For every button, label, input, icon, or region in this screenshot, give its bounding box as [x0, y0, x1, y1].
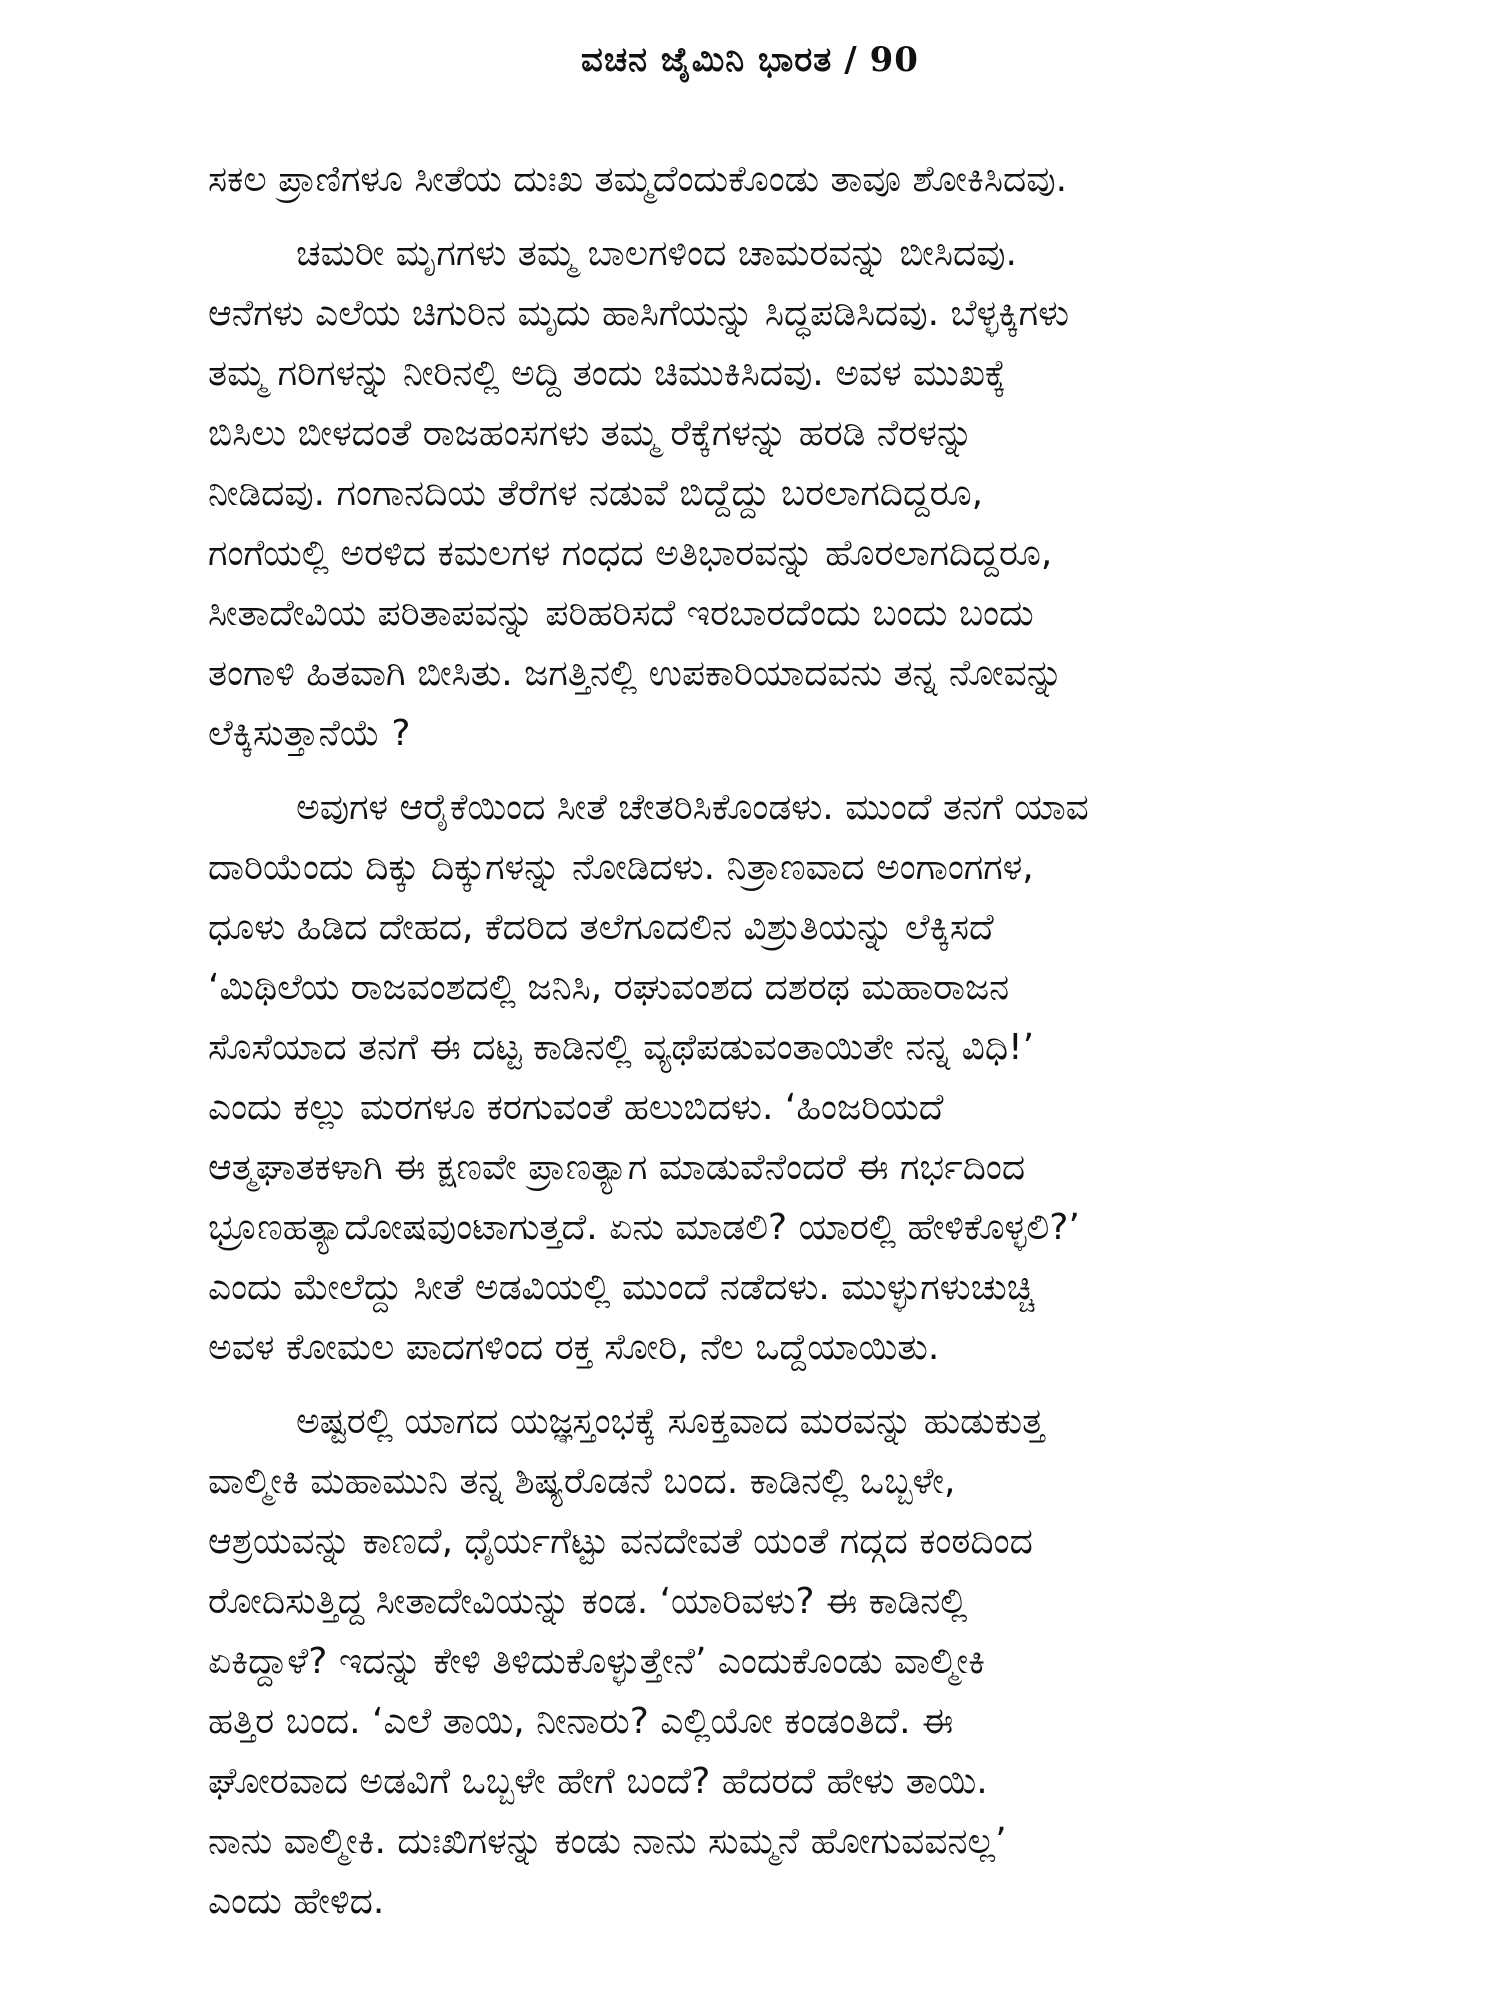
text-line: ಅವುಗಳ ಆರೈಕೆಯಿಂದ ಸೀತೆ ಚೇತರಿಸಿಕೊಂಡಳು. ಮುಂದೆ ತನಗೆ ಯಾವ [296, 787, 1089, 828]
paragraph [208, 224, 1328, 764]
text-line: ಚಮರೀ ಮೃಗಗಳು ತಮ್ಮ ಬಾಲಗಳಿಂದ ಚಾಮರವನ್ನು ಬೀಸಿದವು. [296, 233, 1017, 274]
text-line: ಎಂದು ಮೇಲೆದ್ದು ಸೀತೆ ಅಡವಿಯಲ್ಲಿ ಮುಂದೆ ನಡೆದಳು. ಮುಳ್ಳುಗಳುಚುಚ್ಚಿ [208, 1267, 1035, 1308]
text-line: ಭ್ರೂಣಹತ್ಯಾದೋಷವುಂಟಾಗುತ್ತದೆ. ಏನು ಮಾಡಲಿ? ಯಾರಲ್ಲಿ ಹೇಳಿಕೊಳ್ಳಲಿ?’ [208, 1207, 1080, 1248]
text-line: ನಾನು ವಾಲ್ಮೀಕಿ. ದುಃಖಿಗಳನ್ನು ಕಂಡು ನಾನು ಸುಮ್ಮನೆ ಹೋಗುವವನಲ್ಲ’ [208, 1821, 1007, 1862]
text-line: ಲೆಕ್ಕಿಸುತ್ತಾನೆಯೆ ? [208, 713, 411, 754]
text-line: ‘ಮಿಥಿಲೆಯ ರಾಜವಂಶದಲ್ಲಿ ಜನಿಸಿ, ರಘುವಂಶದ ದಶರಥ ಮಹಾರಾಜನ [208, 967, 1010, 1008]
text-line: ಬಿಸಿಲು ಬೀಳದಂತೆ ರಾಜಹಂಸಗಳು ತಮ್ಮ ರೆಕ್ಕೆಗಳನ್ನು ಹರಡಿ ನೆರಳನ್ನು [208, 413, 974, 454]
page-number: 90 [869, 40, 919, 80]
text-line: ಅಷ್ಟರಲ್ಲಿ ಯಾಗದ ಯಜ್ಞಸ್ತಂಭಕ್ಕೆ ಸೂಕ್ತವಾದ ಮರವನ್ನು ಹುಡುಕುತ್ತ [296, 1401, 1045, 1442]
text-line: ತಮ್ಮ ಗರಿಗಳನ್ನು ನೀರಿನಲ್ಲಿ ಅದ್ದಿ ತಂದು ಚಿಮುಕಿಸಿದವು. ಅವಳ ಮುಖಕ್ಕೆ [208, 353, 1006, 394]
header-separator: / [844, 40, 858, 80]
text-line: ಸೊಸೆಯಾದ ತನಗೆ ಈ ದಟ್ಟ ಕಾಡಿನಲ್ಲಿ ವ್ಯಥೆಪಡುವಂತಾಯಿತೇ ನನ್ನ ವಿಧಿ!’ [208, 1027, 1035, 1068]
text-line: ಆಶ್ರಯವನ್ನು ಕಾಣದೆ, ಧೈರ್ಯಗೆಟ್ಟು ವನದೇವತೆ ಯಂತೆ ಗದ್ಗದ ಕಂಠದಿಂದ [208, 1521, 1033, 1562]
text-line: ಹತ್ತಿರ ಬಂದ. ‘ಎಲೆ ತಾಯಿ, ನೀನಾರು? ಎಲ್ಲಿಯೋ ಕಂಡಂತಿದೆ. ಈ [208, 1701, 954, 1742]
text-line: ಎಂದು ಕಲ್ಲು ಮರಗಳೂ ಕರಗುವಂತೆ ಹಲುಬಿದಳು. ‘ಹಿಂಜರಿಯದೆ [208, 1087, 944, 1128]
text-line: ಘೋರವಾದ ಅಡವಿಗೆ ಒಬ್ಬಳೇ ಹೇಗೆ ಬಂದೆ? ಹೆದರದೆ ಹೇಳು ತಾಯಿ. [208, 1761, 988, 1802]
text-line: ಸಕಲ ಪ್ರಾಣಿಗಳೂ ಸೀತೆಯ ದುಃಖ ತಮ್ಮದೆಂದುಕೊಂಡು ತಾವೂ ಶೋಕಿಸಿದವು. [208, 159, 1068, 200]
text-line: ರೋದಿಸುತ್ತಿದ್ದ ಸೀತಾದೇವಿಯನ್ನು ಕಂಡ. ‘ಯಾರಿವಳು? ಈ ಕಾಡಿನಲ್ಲಿ [208, 1581, 968, 1622]
text-line: ನೀಡಿದವು. ಗಂಗಾನದಿಯ ತೆರೆಗಳ ನಡುವೆ ಬಿದ್ದೆದ್ದು ಬರಲಾಗದಿದ್ದರೂ, [208, 473, 984, 514]
text-line: ಧೂಳು ಹಿಡಿದ ದೇಹದ, ಕೆದರಿದ ತಲೆಗೂದಲಿನ ವಿಶ್ರುತಿಯನ್ನು ಲೆಕ್ಕಿಸದೆ [208, 907, 994, 948]
text-line: ಆತ್ಮಘಾತಕಳಾಗಿ ಈ ಕ್ಷಣವೇ ಪ್ರಾಣತ್ಯಾಗ ಮಾಡುವೆನೆಂದರೆ ಈ ಗರ್ಭದಿಂದ [208, 1147, 1026, 1188]
text-line: ಸೀತಾದೇವಿಯ ಪರಿತಾಪವನ್ನು ಪರಿಹರಿಸದೆ ಇರಬಾರದೆಂದು ಬಂದು ಬಂದು [208, 593, 1034, 634]
text-line: ಆನೆಗಳು ಎಲೆಯ ಚಿಗುರಿನ ಮೃದು ಹಾಸಿಗೆಯನ್ನು ಸಿದ್ಧಪಡಿಸಿದವು. ಬೆಳ್ಳಕ್ಕಿಗಳು [208, 293, 1070, 334]
page-header [0, 40, 1500, 80]
paragraph [208, 778, 1328, 1378]
text-line: ತಂಗಾಳಿ ಹಿತವಾಗಿ ಬೀಸಿತು. ಜಗತ್ತಿನಲ್ಲಿ ಉಪಕಾರಿಯಾದವನು ತನ್ನ ನೋವನ್ನು [208, 653, 1064, 694]
text-line: ಏಕಿದ್ದಾಳೆ? ಇದನ್ನು ಕೇಳಿ ತಿಳಿದುಕೊಳ್ಳುತ್ತೇನೆ’ ಎಂದುಕೊಂಡು ವಾಲ್ಮೀಕಿ [208, 1641, 985, 1682]
paragraph [208, 150, 1328, 210]
paragraph [208, 1392, 1328, 1932]
text-line: ಎಂದು ಹೇಳಿದ. [208, 1881, 385, 1922]
book-title: ವಚನ ಜೈಮಿನಿ ಭಾರತ [581, 40, 833, 80]
text-line: ಅವಳ ಕೋಮಲ ಪಾದಗಳಿಂದ ರಕ್ತ ಸೋರಿ, ನೆಲ ಒದ್ದೆಯಾಯಿತು. [208, 1327, 940, 1368]
text-line: ವಾಲ್ಮೀಕಿ ಮಹಾಮುನಿ ತನ್ನ ಶಿಷ್ಯರೊಡನೆ ಬಂದ. ಕಾಡಿನಲ್ಲಿ ಒಬ್ಬಳೇ, [208, 1461, 956, 1502]
page-body [208, 150, 1328, 1946]
text-line: ದಾರಿಯೆಂದು ದಿಕ್ಕು ದಿಕ್ಕುಗಳನ್ನು ನೋಡಿದಳು. ನಿತ್ರಾಣವಾದ ಅಂಗಾಂಗಗಳ, [208, 847, 1034, 888]
text-line: ಗಂಗೆಯಲ್ಲಿ ಅರಳಿದ ಕಮಲಗಳ ಗಂಧದ ಅತಿಭಾರವನ್ನು ಹೊರಲಾಗದಿದ್ದರೂ, [208, 533, 1053, 574]
